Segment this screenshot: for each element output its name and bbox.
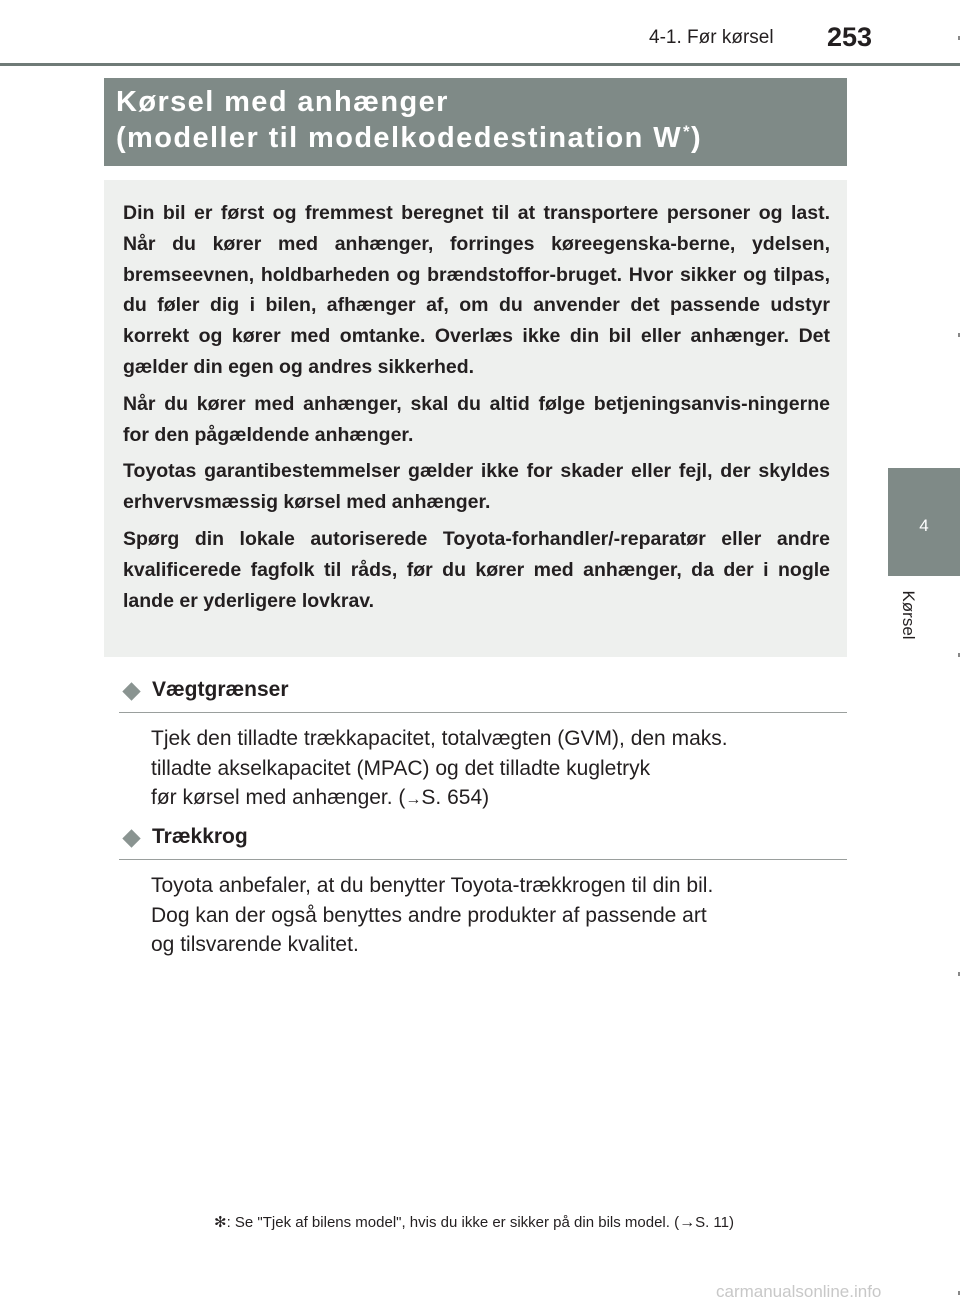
- subheading-tow-hitch: [119, 823, 847, 860]
- text-line: Dog kan der også benyttes andre produkter af passende art: [151, 903, 707, 927]
- title-line-2-text: (modeller til modelkodedestination W: [116, 122, 682, 154]
- intro-box: [104, 180, 847, 657]
- chapter-tab: [888, 468, 960, 576]
- section-title: 4-1. Før kørsel: [649, 27, 774, 48]
- text-line: Toyota anbefaler, at du benytter Toyota-trækkrogen til din bil.: [151, 874, 714, 897]
- intro-paragraph: Toyotas garantibestemmelser gælder ikke for skader eller fejl, der skyldes erhvervsmæssig kørsel med anhænger.: [123, 460, 830, 514]
- page-number: 253: [827, 22, 873, 52]
- watermark: carmanualsonline.info: [716, 1282, 882, 1301]
- asterisk-icon: ✻: [214, 1214, 227, 1231]
- diamond-bullet-icon: [122, 829, 140, 847]
- intro-text: [123, 198, 830, 622]
- page-reference-link[interactable]: S. 654): [421, 786, 490, 809]
- intro-paragraph: Din bil er først og fremmest beregnet til at transportere personer og last. Når du kører med anhænger, forringes køreegenska-berne, ydelsen, bremseevnen, holdbarheden og brændstoffor-bruget. Hvor sikker og tilpas, du føler dig i bilen, afhænger af, om du anvender det passende udstyr korrekt og kører med omtanke. Overlæs ikke din bil eller anhænger. Det gælder din egen og andres sikkerhed.: [123, 202, 830, 378]
- arrow-right-icon: →: [405, 791, 422, 808]
- title-line-2: [116, 122, 702, 155]
- weight-limits-text: [151, 724, 831, 815]
- diamond-bullet-icon: [122, 682, 140, 700]
- title-banner: [104, 78, 847, 166]
- intro-paragraph: Spørg din lokale autoriserede Toyota-forhandler/-reparatør eller andre kvalificerede fagfolk til råds, før du kører med anhænger, da der i nogle lande er yderligere lovkrav.: [123, 527, 830, 612]
- text-line: [151, 783, 831, 815]
- header-divider: [0, 63, 960, 66]
- title-line-1: Kørsel med anhænger: [116, 86, 449, 118]
- subheading-label: Vægtgrænser: [152, 678, 289, 701]
- chapter-label: [898, 580, 918, 650]
- tow-hitch-text: [151, 871, 831, 960]
- chapter-number: 4: [919, 516, 929, 535]
- title-close-paren: ): [691, 122, 703, 154]
- arrow-right-icon: →: [679, 1214, 696, 1231]
- asterisk-icon: *: [683, 122, 692, 141]
- intro-paragraph: Når du kører med anhænger, skal du altid følge betjeningsanvis-ningerne for den pågældende anhænger.: [123, 392, 830, 446]
- footnote-text: : Se "Tjek af bilens model", hvis du ikke er sikker på din bils model. (: [226, 1214, 680, 1231]
- text-line: tilladte akselkapacitet (MPAC) og det tilladte kugletryk: [151, 756, 651, 780]
- subheading-weight-limits: [119, 676, 847, 713]
- subheading-label: Trækkrog: [152, 825, 248, 848]
- page-reference-link[interactable]: S. 11): [695, 1214, 734, 1231]
- chapter-label-text: Kørsel: [899, 590, 918, 640]
- text-line: Tjek den tilladte trækkapacitet, totalvægten (GVM), den maks.: [151, 727, 728, 750]
- footnote: [214, 1213, 734, 1232]
- text-line: og tilsvarende kvalitet.: [151, 933, 359, 956]
- text-line-start: før kørsel med anhænger. (: [151, 786, 406, 809]
